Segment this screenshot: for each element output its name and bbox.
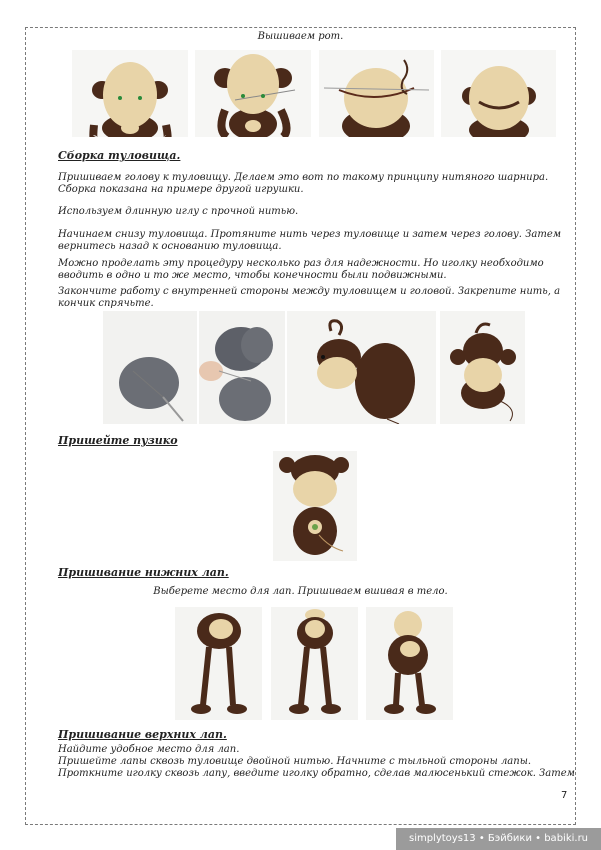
torso-p1-line2: Сборка показана на примере другой игрушки. — [58, 184, 304, 195]
torso-heading: Сборка туловища. — [58, 149, 181, 162]
photo-lower-legs-3 — [366, 607, 453, 720]
photo-torso-1 — [103, 311, 197, 424]
mouth-caption: Вышиваем рот. — [257, 31, 344, 42]
torso-p4-line1: Можно проделать эту процедуру несколько раз для надежности. Но иголку необходимо — [58, 258, 544, 269]
torso-p5-line1: Закончите работу с внутренней стороны между туловищем и головой. Закрепите нить, а — [58, 286, 561, 297]
photo-torso-2 — [199, 311, 285, 424]
torso-p5-line2: кончик спрячьте. — [58, 298, 154, 309]
photo-belly — [273, 451, 357, 561]
page-number: 7 — [561, 790, 568, 801]
photo-torso-3 — [287, 311, 436, 424]
upper-legs-line3: Проткните иголку сквозь лапу, введите иголку обратно, сделав малюсенький стежок. Затем — [58, 768, 575, 779]
torso-p3-line2: вернитесь назад к основанию туловища. — [58, 241, 282, 252]
upper-legs-heading: Пришивание верхних лап. — [58, 728, 227, 741]
photo-torso-4 — [440, 311, 525, 424]
torso-p3-line1: Начинаем снизу туловища. Протяните нить через туловище и затем через голову. Затем — [58, 229, 562, 240]
watermark: simplytoys13 • Бэйбики • babiki.ru — [396, 828, 601, 850]
torso-p4-line2: вводить в одно и то же место, чтобы конечности были подвижными. — [58, 270, 447, 281]
torso-p1-line1: Пришиваем голову к туловищу. Делаем это вот по такому принципу нитяного шарнира. — [58, 172, 549, 183]
photo-lower-legs-2 — [271, 607, 358, 720]
photo-lower-legs-1 — [175, 607, 262, 720]
lower-legs-heading: Пришивание нижних лап. — [58, 566, 229, 579]
photo-mouth-2 — [195, 50, 311, 137]
photo-mouth-1 — [72, 50, 188, 137]
lower-legs-caption: Выберете место для лап. Пришиваем вшивая в тело. — [153, 586, 448, 597]
upper-legs-line2: Пришейте лапы сквозь туловище двойной нитью. Начните с тыльной стороны лапы. — [58, 756, 532, 767]
belly-heading: Пришейте пузико — [58, 434, 178, 447]
torso-p2: Используем длинную иглу с прочной нитью. — [58, 206, 299, 217]
photo-mouth-4 — [441, 50, 556, 137]
upper-legs-line1: Найдите удобное место для лап. — [58, 744, 240, 755]
photo-mouth-3 — [319, 50, 434, 137]
